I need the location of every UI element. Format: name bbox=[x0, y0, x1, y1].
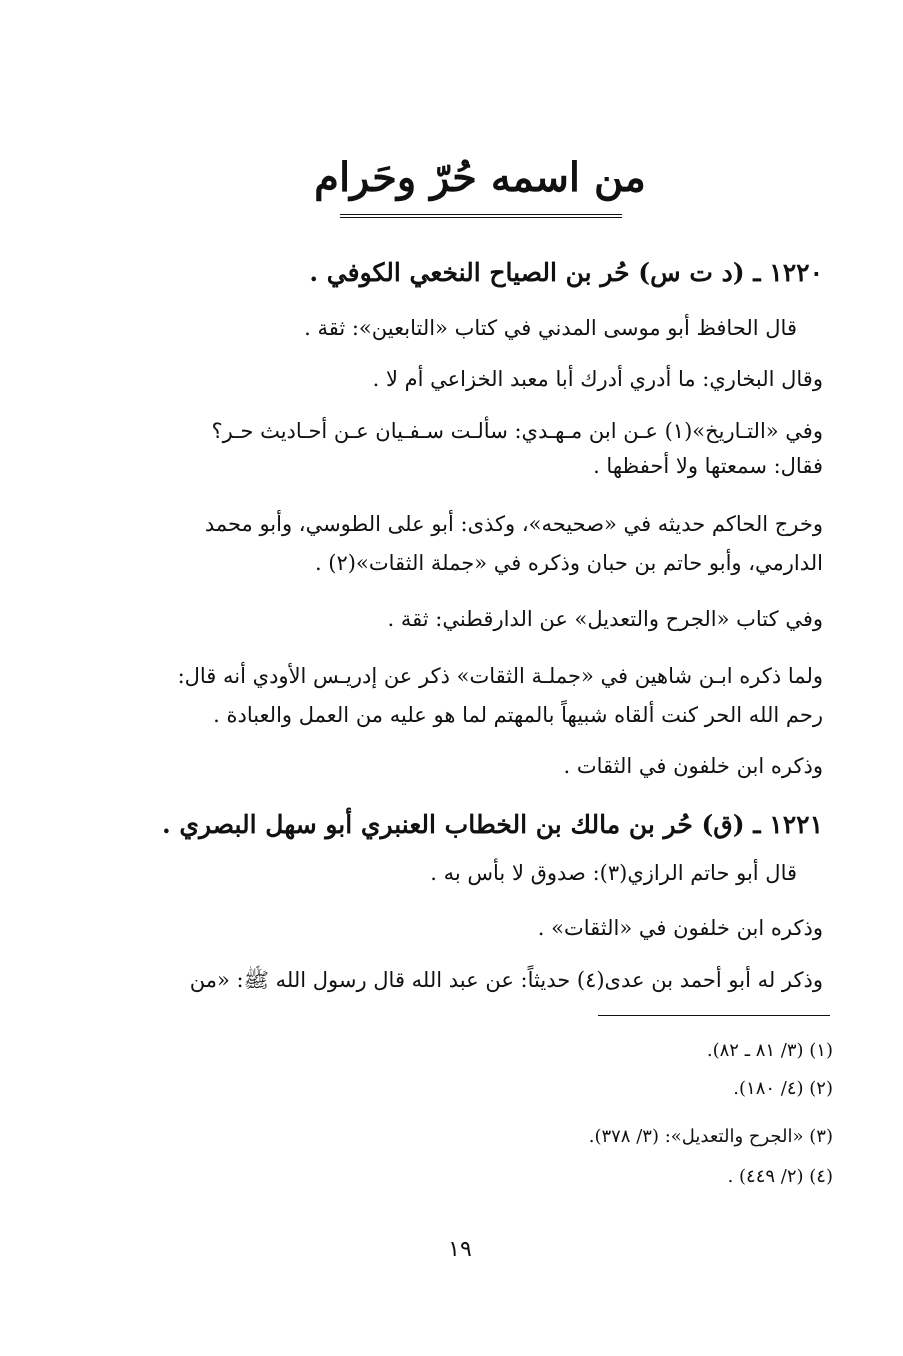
heading-underline bbox=[340, 214, 622, 218]
page-number: ١٩ bbox=[448, 1237, 472, 1262]
section-heading: من اسمه حُرّ وحَرام bbox=[314, 154, 646, 201]
footnote-1: (١) (٣/ ٨١ ـ ٨٢). bbox=[706, 1040, 833, 1061]
footnote-3: (٣) «الجرح والتعديل»: (٣/ ٣٧٨). bbox=[588, 1126, 833, 1147]
entry-title-1221: ١٢٢١ ـ (ق) حُر بن مالك بن الخطاب العنبري أبو سهل البصري . bbox=[162, 810, 823, 839]
entry-title-1220: ١٢٢٠ ـ (د ت س) حُر بن الصياح النخعي الكوفي . bbox=[309, 258, 823, 287]
entry-line: قال أبو حاتم الرازي(٣): صدوق لا بأس به . bbox=[430, 861, 797, 885]
entry-line: وذكر له أبو أحمد بن عدى(٤) حديثاً: عن عبد الله قال رسول الله ﷺ: «من bbox=[189, 968, 823, 992]
entry-line: وقال البخاري: ما أدري أدرك أبا معبد الخزاعي أم لا . bbox=[372, 367, 823, 391]
footnote-2: (٢) (٤/ ١٨٠). bbox=[733, 1078, 833, 1099]
footnote-separator bbox=[598, 1015, 830, 1016]
entry-line: فقال: سمعتها ولا أحفظها . bbox=[593, 454, 823, 478]
footnote-4: (٤) (٢/ ٤٤٩) . bbox=[727, 1166, 833, 1187]
entry-line: وفي كتاب «الجرح والتعديل» عن الدارقطني: ثقة . bbox=[387, 607, 823, 631]
entry-line: وخرج الحاكم حديثه في «صحيحه»، وكذى: أبو على الطوسي، وأبو محمد bbox=[204, 512, 823, 536]
entry-line: رحم الله الحر كنت ألقاه شبيهاً بالمهتم لما هو عليه من العمل والعبادة . bbox=[213, 703, 823, 727]
entry-line: وفي «التـاريخ»(١) عـن ابن مـهـدي: سألـت سـفـيان عـن أحـاديث حـر؟ bbox=[211, 419, 823, 443]
entry-line: ولما ذكره ابـن شاهين في «جملـة الثقات» ذكر عن إدريـس الأودي أنه قال: bbox=[177, 664, 823, 688]
entry-line: قال الحافظ أبو موسى المدني في كتاب «التابعين»: ثقة . bbox=[304, 316, 797, 340]
entry-line: وذكره ابن خلفون في الثقات . bbox=[563, 754, 823, 778]
entry-line: الدارمي، وأبو حاتم بن حبان وذكره في «جملة الثقات»(٢) . bbox=[314, 551, 823, 575]
entry-line: وذكره ابن خلفون في «الثقات» . bbox=[537, 916, 823, 940]
